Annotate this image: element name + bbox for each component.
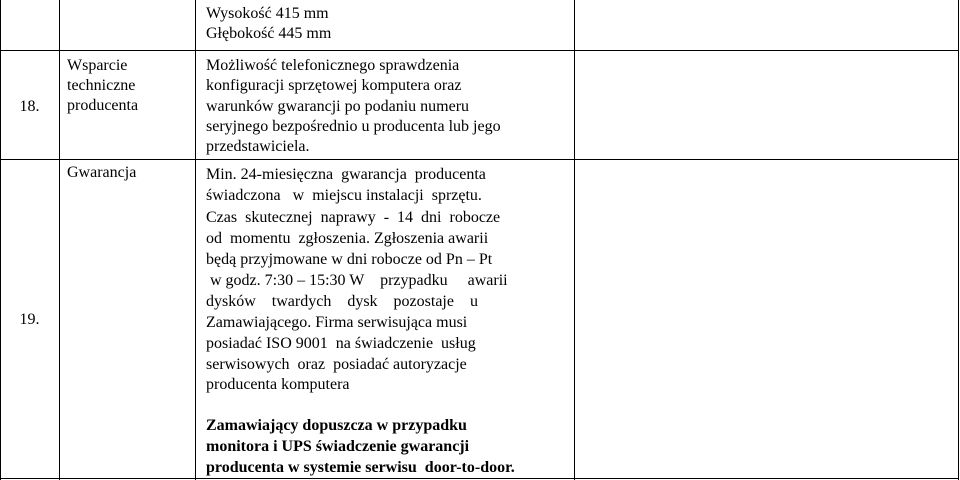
row19-desc-line10: serwisowych oraz posiadać autoryzacje	[206, 356, 467, 373]
table-border-col3	[574, 0, 575, 480]
row18-desc-line4: seryjnego bezpośrednio u producenta lub jego	[206, 118, 501, 135]
row19-desc-line5: będą przyjmowane w dni robocze od Pn – Pt	[206, 251, 493, 268]
row19-desc-line4: od momentu zgłoszenia. Zgłoszenia awarii	[206, 230, 489, 247]
table-border-left	[0, 0, 1, 480]
row18-label-line1: Wsparcie	[67, 57, 128, 74]
row19-desc-line11: producenta komputera	[206, 376, 350, 393]
row-number-19: 19.	[19, 311, 40, 328]
row-divider-18-19	[0, 159, 959, 160]
row19-desc-line2: świadczona w miejscu instalacji sprzętu.	[206, 187, 482, 204]
row19-desc-line8: Zamawiającego. Firma serwisująca musi	[206, 314, 468, 331]
row19-desc-line6: w godz. 7:30 – 15:30 W przypadku awarii	[206, 272, 508, 289]
row18-label-line2: techniczne	[67, 77, 136, 94]
row18-desc-line5: przedstawiciela.	[206, 138, 310, 155]
row18-desc-line3: warunków gwarancji po podaniu numeru	[206, 98, 470, 115]
row19-desc-line3: Czas skutecznej naprawy - 14 dni robocze	[206, 209, 501, 226]
table-border-col1	[59, 0, 60, 480]
row19-bold-line1: Zamawiający dopuszcza w przypadku	[206, 417, 467, 434]
row19-label: Gwarancja	[67, 164, 137, 181]
row19-desc-line1: Min. 24-miesięczna gwarancja producenta	[206, 166, 486, 183]
row19-desc-line9: posiadać ISO 9001 na świadczenie usług	[206, 335, 476, 352]
row-divider-top	[0, 50, 959, 51]
row18-desc-line2: konfiguracji sprzętowej komputera oraz	[206, 77, 462, 94]
table-border-right	[958, 0, 959, 480]
row18-desc-line1: Możliwość telefonicznego sprawdzenia	[206, 57, 460, 74]
row18-label-line3: producenta	[67, 97, 139, 114]
table-border-col2	[195, 0, 196, 480]
dimension-depth: Głębokość 445 mm	[206, 25, 332, 42]
row19-desc-line7: dysków twardych dysk pozostaje u	[206, 293, 478, 310]
dimension-height: Wysokość 415 mm	[206, 5, 329, 22]
row19-bold-line3: producenta w systemie serwisu door-to-door.	[206, 459, 515, 476]
row19-bold-line2: monitora i UPS świadczenie gwarancji	[206, 438, 470, 455]
row-number-18: 18.	[19, 98, 40, 115]
